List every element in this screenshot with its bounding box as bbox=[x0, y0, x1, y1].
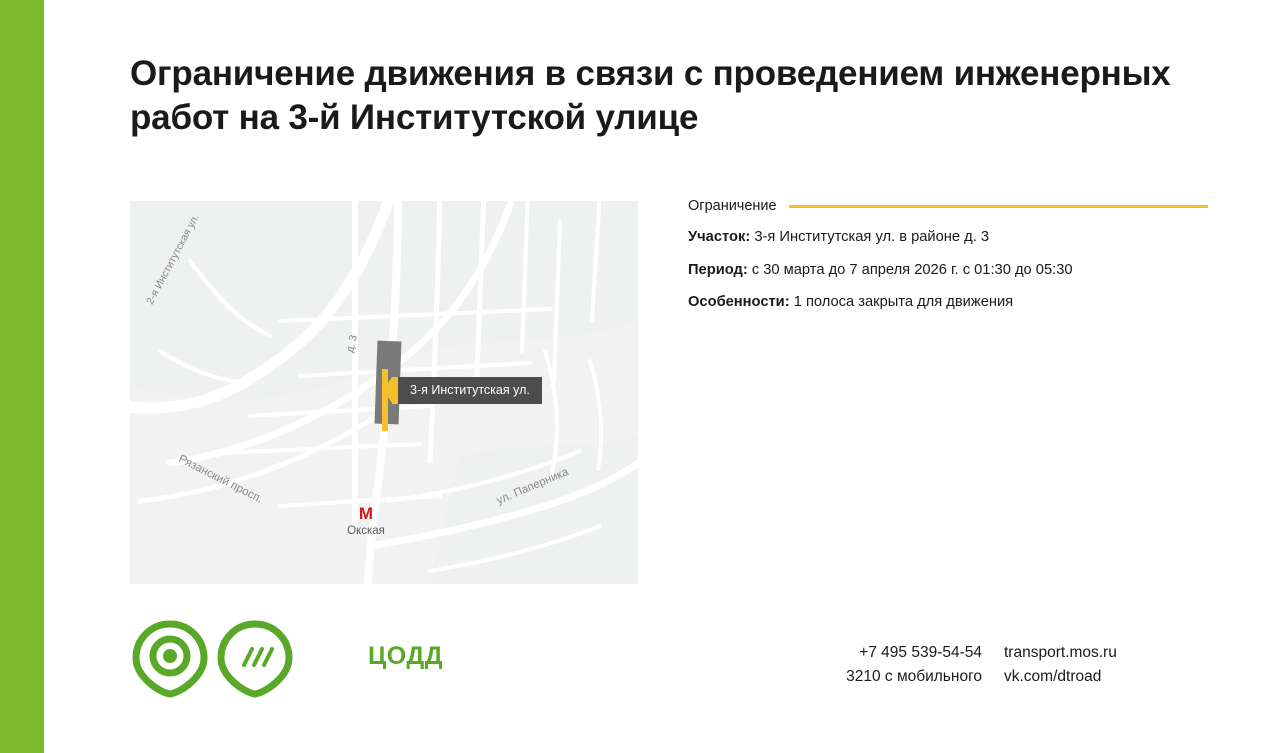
map-label-2nd-institutskaya: 2-я Институтская ул. bbox=[144, 212, 202, 307]
contact-vk[interactable]: vk.com/dtroad bbox=[1004, 668, 1102, 686]
info-row-segment bbox=[688, 229, 1208, 247]
poster-page bbox=[44, 0, 1280, 753]
metro-station-name: Окская bbox=[347, 525, 385, 537]
info-label-period: Период: bbox=[688, 261, 748, 278]
contacts-row-2 bbox=[814, 665, 1214, 689]
info-value-details: 1 полоса закрыта для движения bbox=[793, 294, 1014, 311]
page-title: Ограничение движения в связи с проведением инженерных работ на 3-й Институтской улице bbox=[130, 54, 1171, 138]
restriction-heading: Ограничение bbox=[688, 198, 777, 214]
info-value-period: с 30 марта до 7 апреля 2026 г. с 01:30 до 05:30 bbox=[751, 261, 1073, 278]
codd-logo-text: ЦОДД bbox=[368, 642, 443, 670]
info-value-segment: 3-я Институтская ул. в районе д. 3 bbox=[754, 229, 990, 245]
callout-accent-bar bbox=[392, 377, 398, 404]
map-callout-street bbox=[392, 377, 542, 404]
metro-station-marker bbox=[336, 506, 396, 537]
map-label-papernika: ул. Паперника bbox=[495, 466, 571, 508]
info-row-period bbox=[688, 262, 1208, 280]
restriction-info-block bbox=[688, 198, 1208, 312]
callout-label: 3-я Институтская ул. bbox=[410, 383, 530, 397]
info-label-segment: Участок: bbox=[688, 229, 751, 245]
contact-phone-mobile: 3210 с мобильного bbox=[846, 668, 982, 686]
metro-icon: M bbox=[358, 504, 374, 523]
info-row-details bbox=[688, 294, 1208, 312]
map-label-ryazansky-prospekt: Рязанский просп. bbox=[176, 453, 265, 506]
map-image bbox=[130, 201, 638, 584]
map-label-building: д. 3 bbox=[344, 333, 360, 354]
heading-rule bbox=[789, 205, 1208, 208]
contact-phone-main: +7 495 539-54-54 bbox=[859, 644, 982, 661]
footer-contacts bbox=[814, 641, 1214, 689]
codd-logo bbox=[130, 620, 443, 698]
restriction-heading-row bbox=[688, 198, 1208, 214]
info-label-details: Особенности: bbox=[688, 294, 790, 311]
brand-accent-bar bbox=[0, 0, 44, 753]
contacts-row-1 bbox=[814, 641, 1214, 665]
codd-logo-mark bbox=[130, 620, 360, 698]
contact-site[interactable]: transport.mos.ru bbox=[1004, 644, 1117, 661]
